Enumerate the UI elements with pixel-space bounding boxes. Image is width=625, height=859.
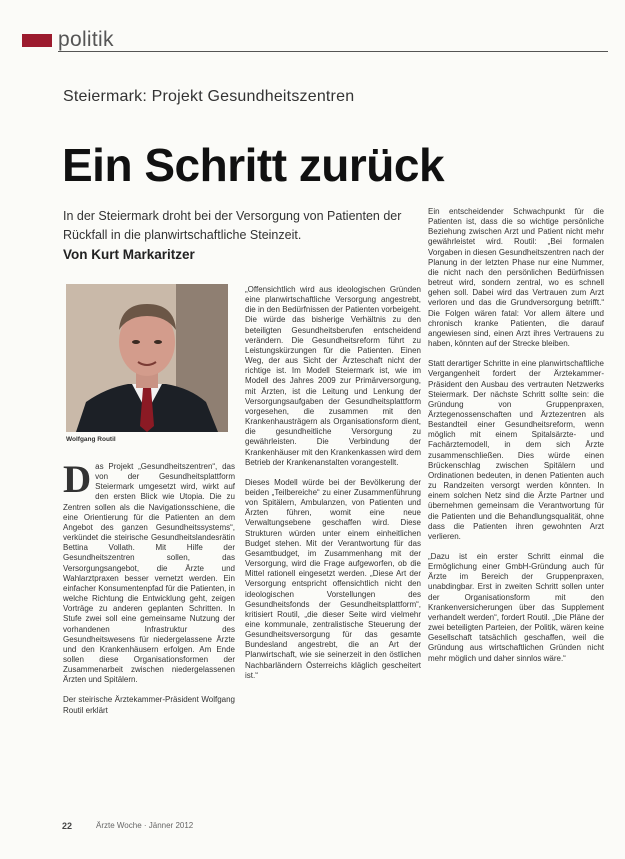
article-column-3 (428, 207, 604, 674)
article-author: Von Kurt Markaritzer (63, 247, 195, 262)
footer-publication: Ärzte Woche · Jänner 2012 (96, 821, 194, 830)
paragraph: Dieses Modell würde bei der Bevölkerung der beiden „Teilbereiche“ zu einer Zusammenführung von Spitälern, Ambulanzen, von Patienten und Ärzten führen, womit eine neue Verwaltungsebene geschaffen wird. Diese Strukturen würden unter einem einheitlichen Budget stehen. Mit der Verantwortung für das Gesamtbudget, im Zusammenhang mit der Versorgung, wird die Frage aufgeworfen, ob die Mittel rationell eingesetzt werden. „Diese Art der Versorgung entspricht offensichtlich nicht den ideologischen Vorstellungen des Gesundheitsfonds der Gesundheitsplattform“, kritisiert Routil, „die dieser Seite wird vielmehr eine kommunale, zentralistische Steuerung der Gesundheitsversorgung für das gesamte Bundesland angestrebt, die an Art der Planwirtschaft, wie sie seinerzeit in den östlichen Nachbarländern Österreichs kläglich gescheitert ist.“ (245, 477, 421, 680)
portrait-illustration (66, 284, 228, 432)
drop-cap: D (63, 458, 92, 501)
article-kicker: Steiermark: Projekt Gesundheitszentren (63, 88, 355, 105)
paragraph: Statt derartiger Schritte in eine planwirtschaftliche Vergangenheit fordert der Ärztekammer-Präsident den Ausbau des vertrauten Netzwerks Steiermark. Der nächste Schritt sollte sein: die Gründung von Gruppenpraxen, Ärztegenossenschaften und Ärztezentren als Bestandteil einer Gesundheitsreform, wenn möglich mit einem Spitalsärzte- und Fachärztemodell, in dem sich Ärzte zusammenschließen. Dies würde einen Brückenschlag zwischen Spitälern und Ordinationen bedeuten, in denen Patienten auch zu Randzeiten versorgt werden könnten. In einem solchen Netz sind die Ärzte Partner und übernehmen gemeinsam die Verantwortung für die Patienten und die Behandlungsqualität, ohne dass die Patienten ihren gewohnten Arzt verlieren. (428, 359, 604, 541)
article-column-2 (245, 285, 421, 691)
article-headline: Ein Schritt zurück (62, 139, 445, 191)
paragraph: Der steirische Ärztekammer-Präsident Wolfgang Routil erklärt (63, 695, 235, 715)
header-rule (58, 51, 608, 52)
section-color-bar (22, 34, 52, 47)
author-portrait-photo (66, 284, 228, 432)
photo-caption: Wolfgang Routil (66, 436, 116, 443)
paragraph: „Offensichtlich wird aus ideologischen Gründen eine planwirtschaftliche Versorgung angestrebt, die in den Bedürfnissen der Patienten vorbeigeht. Die würde das bisherige Verhältnis zu den beteiligten Gesundheitsberufen entscheidend verändern. Die Gesundheitsreform führt zu Leistungskürzungen für die Patienten. Einen Weg, der aus Sicht der Ärzteschaft nicht der richtige ist. Im Modell Steiermark ist, wie im Modell des Jahres 2009 zur Primärversorgung, mit Ärzten, ist die Leitung und Lenkung der Versorgungsaufgaben der Gesundheitsplattform vorgesehen, die zusammen mit den Krankenhausträgern als Organisationsform dient, die gesundheitliche Versorgung zu gewährleisten. Die Verbindung der Krankenhäuser mit den Krankenkassen wird dem Betrieb der Krankenanstalten vorangestellt. (245, 285, 421, 467)
section-label: politik (58, 28, 114, 51)
paragraph: „Dazu ist ein erster Schritt einmal die Ermöglichung einer GmbH-Gründung auch für Ärzte im Bereich der Gruppenpraxen, unabdingbar. Erst in zweiten Schritt sollen unter der Organisationsform mit den Krankenversicherungen über das Supplement verhandelt werden“, fordert Routil. „Die Pläne der zwei beteiligten Parteien, der Politik, wären keine Gesellschaft tatsächlich geschaffen, weil die Gründung aus wirtschaftlichen Gründen nicht mehr möglich und daher sinnlos wäre.“ (428, 552, 604, 663)
paragraph: as Projekt „Gesundheitszentren“, das von der Gesundheitsplattform Steiermark umgesetzt wird, wirkt auf den ersten Blick wie Utopia. Die zu Zentren sollen als die Navigationsschiene, die eine Orientierung für die Patienten an dem Angebot des ganzen Gesundheitssystems“, verkündet die steirische Gesundheitslandesrätin Bettina Vollath. Mit Hilfe der Gesundheitszentren sollen, das Versorgungsangebot, die Ärzte und Wahlarztpraxen besser vernetzt werden. Ein einfacher Konsumentenpfad für die Patienten, in welche Richtung die Entwicklung geht, zeigen Vorträge zu anderen geplanten Schritten. In Stufe zwei soll eine gemeinsame Nutzung der vorhandenen Infrastruktur des Gesundheitswesens für niedergelassene Ärzte und den Krankenhäusern erfolgen. Am Ende sollen diese Organisationsformen der Zusammenarbeit zwischen niedergelassenen Ärzten und Spitälern. (63, 462, 235, 685)
page-number: 22 (62, 821, 73, 831)
article-column-1 (63, 458, 235, 726)
article-lead: In der Steiermark droht bei der Versorgung von Patienten der Rückfall in die planwirtschaftliche Steinzeit. (63, 209, 402, 242)
paragraph: Ein entscheidender Schwachpunkt für die Patienten ist, dass die so wichtige persönliche Beziehung zwischen Arzt und Patient nicht mehr gewährleistet wird. Routil: „Bei formalen Vorgaben in diesen Gesundheitszentren nach der Planung in der letzten Phase nur eine Nummer, die nicht nach den persönlichen Bedürfnissen betreut wird, sondern zentral, wo es schnell gehen soll. Dabei wird das Vertrauen zum Arzt verloren und das die Grundversorgung betrifft.“ Die Folgen wären fatal: Vor allem ältere und chronisch kranke Patienten, die darauf angewiesen sind, einen Arzt ihres Vertrauens zu haben, könnten auf der Strecke bleiben. (428, 207, 604, 349)
